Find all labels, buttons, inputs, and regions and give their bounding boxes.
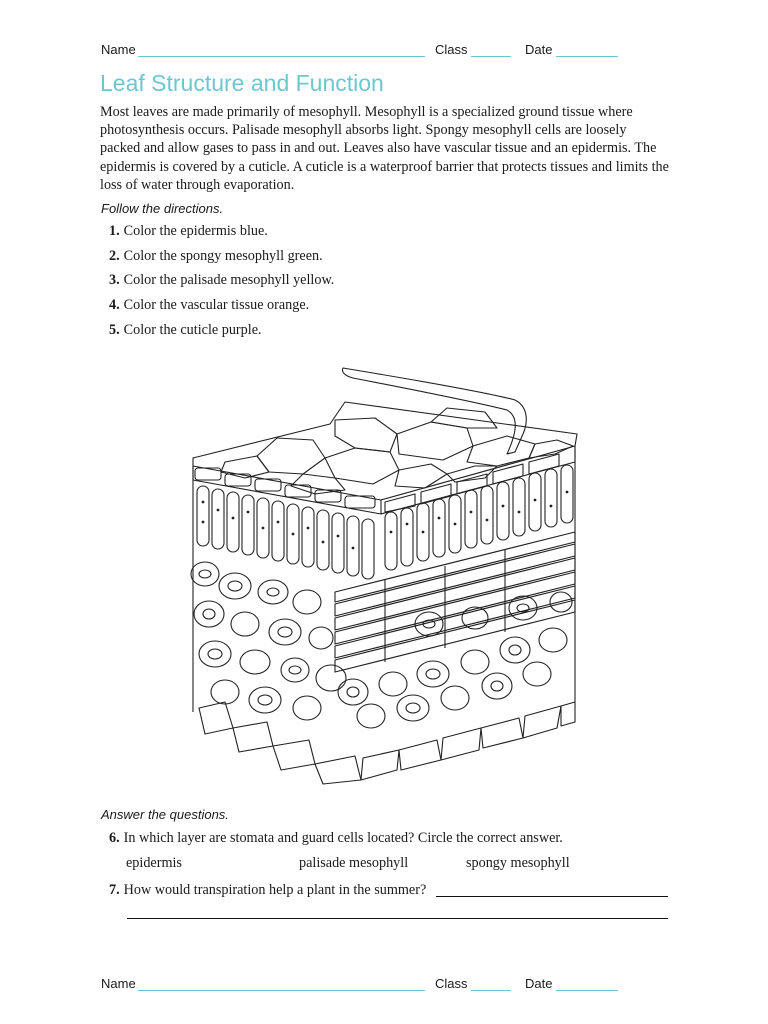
step-text: Color the spongy mesophyll green. [123,247,323,264]
list-item [109,246,334,271]
intro-paragraph: Most leaves are made primarily of mesophyll. Mesophyll is a specialized ground tissue where photosynthesis occurs. Palisade mesophyll absorbs light. Spongy mesophyll cells are loosely packed and allow gases to pass in and out. Leaves also have vascular tissue and an epidermis. The epidermis is covered by a cuticle. A cuticle is a waterproof barrier that protects tissues and limits the loss of water through evaporation. [100,104,669,193]
cuticle-layer [342,368,526,454]
name-field[interactable] [138,56,425,57]
directions-heading: Follow the directions. [101,201,224,216]
header-fields [101,42,621,60]
date-field[interactable] [556,56,618,57]
class-field[interactable] [471,990,511,991]
step-number: 3. [109,272,120,289]
palisade-mesophyll [197,465,573,579]
step-number: 2. [109,247,120,264]
step-text: Color the epidermis blue. [123,223,268,239]
date-label: Date [525,976,553,991]
step-text: Color the palisade mesophyll yellow. [123,272,335,289]
list-item [109,270,334,295]
question-7 [109,882,426,899]
leaf-cross-section-illustration[interactable] [185,362,585,787]
lower-epidermis [199,702,575,784]
list-item [109,221,334,246]
step-number: 5. [109,321,120,338]
epidermis-side-cells [195,454,559,512]
question-text: In which layer are stomata and guard cells located? Circle the correct answer. [123,830,563,846]
list-item [109,320,334,345]
question-6 [109,830,563,847]
page-title: Leaf Structure and Function [100,70,384,96]
date-field[interactable] [556,990,618,991]
question-number: 6. [109,830,120,846]
answer-line[interactable] [436,896,668,897]
question-number: 7. [109,882,120,898]
question-text: How would transpiration help a plant in the summer? [123,882,427,898]
step-number: 4. [109,297,120,314]
class-label: Class [435,976,468,991]
footer-fields [101,976,621,994]
choice-spongy-mesophyll[interactable]: spongy mesophyll [466,855,570,871]
class-label: Class [435,42,468,57]
directions-list [109,221,334,344]
name-field[interactable] [138,990,425,991]
choice-palisade-mesophyll[interactable]: palisade mesophyll [299,855,409,871]
name-label: Name [101,42,136,57]
questions-heading: Answer the questions. [101,807,229,822]
class-field[interactable] [471,56,511,57]
answer-line[interactable] [127,918,668,919]
step-number: 1. [109,223,120,239]
choice-epidermis[interactable]: epidermis [126,855,182,871]
step-text: Color the vascular tissue orange. [123,297,310,314]
name-label: Name [101,976,136,991]
date-label: Date [525,42,553,57]
step-text: Color the cuticle purple. [123,321,262,338]
list-item [109,295,334,320]
